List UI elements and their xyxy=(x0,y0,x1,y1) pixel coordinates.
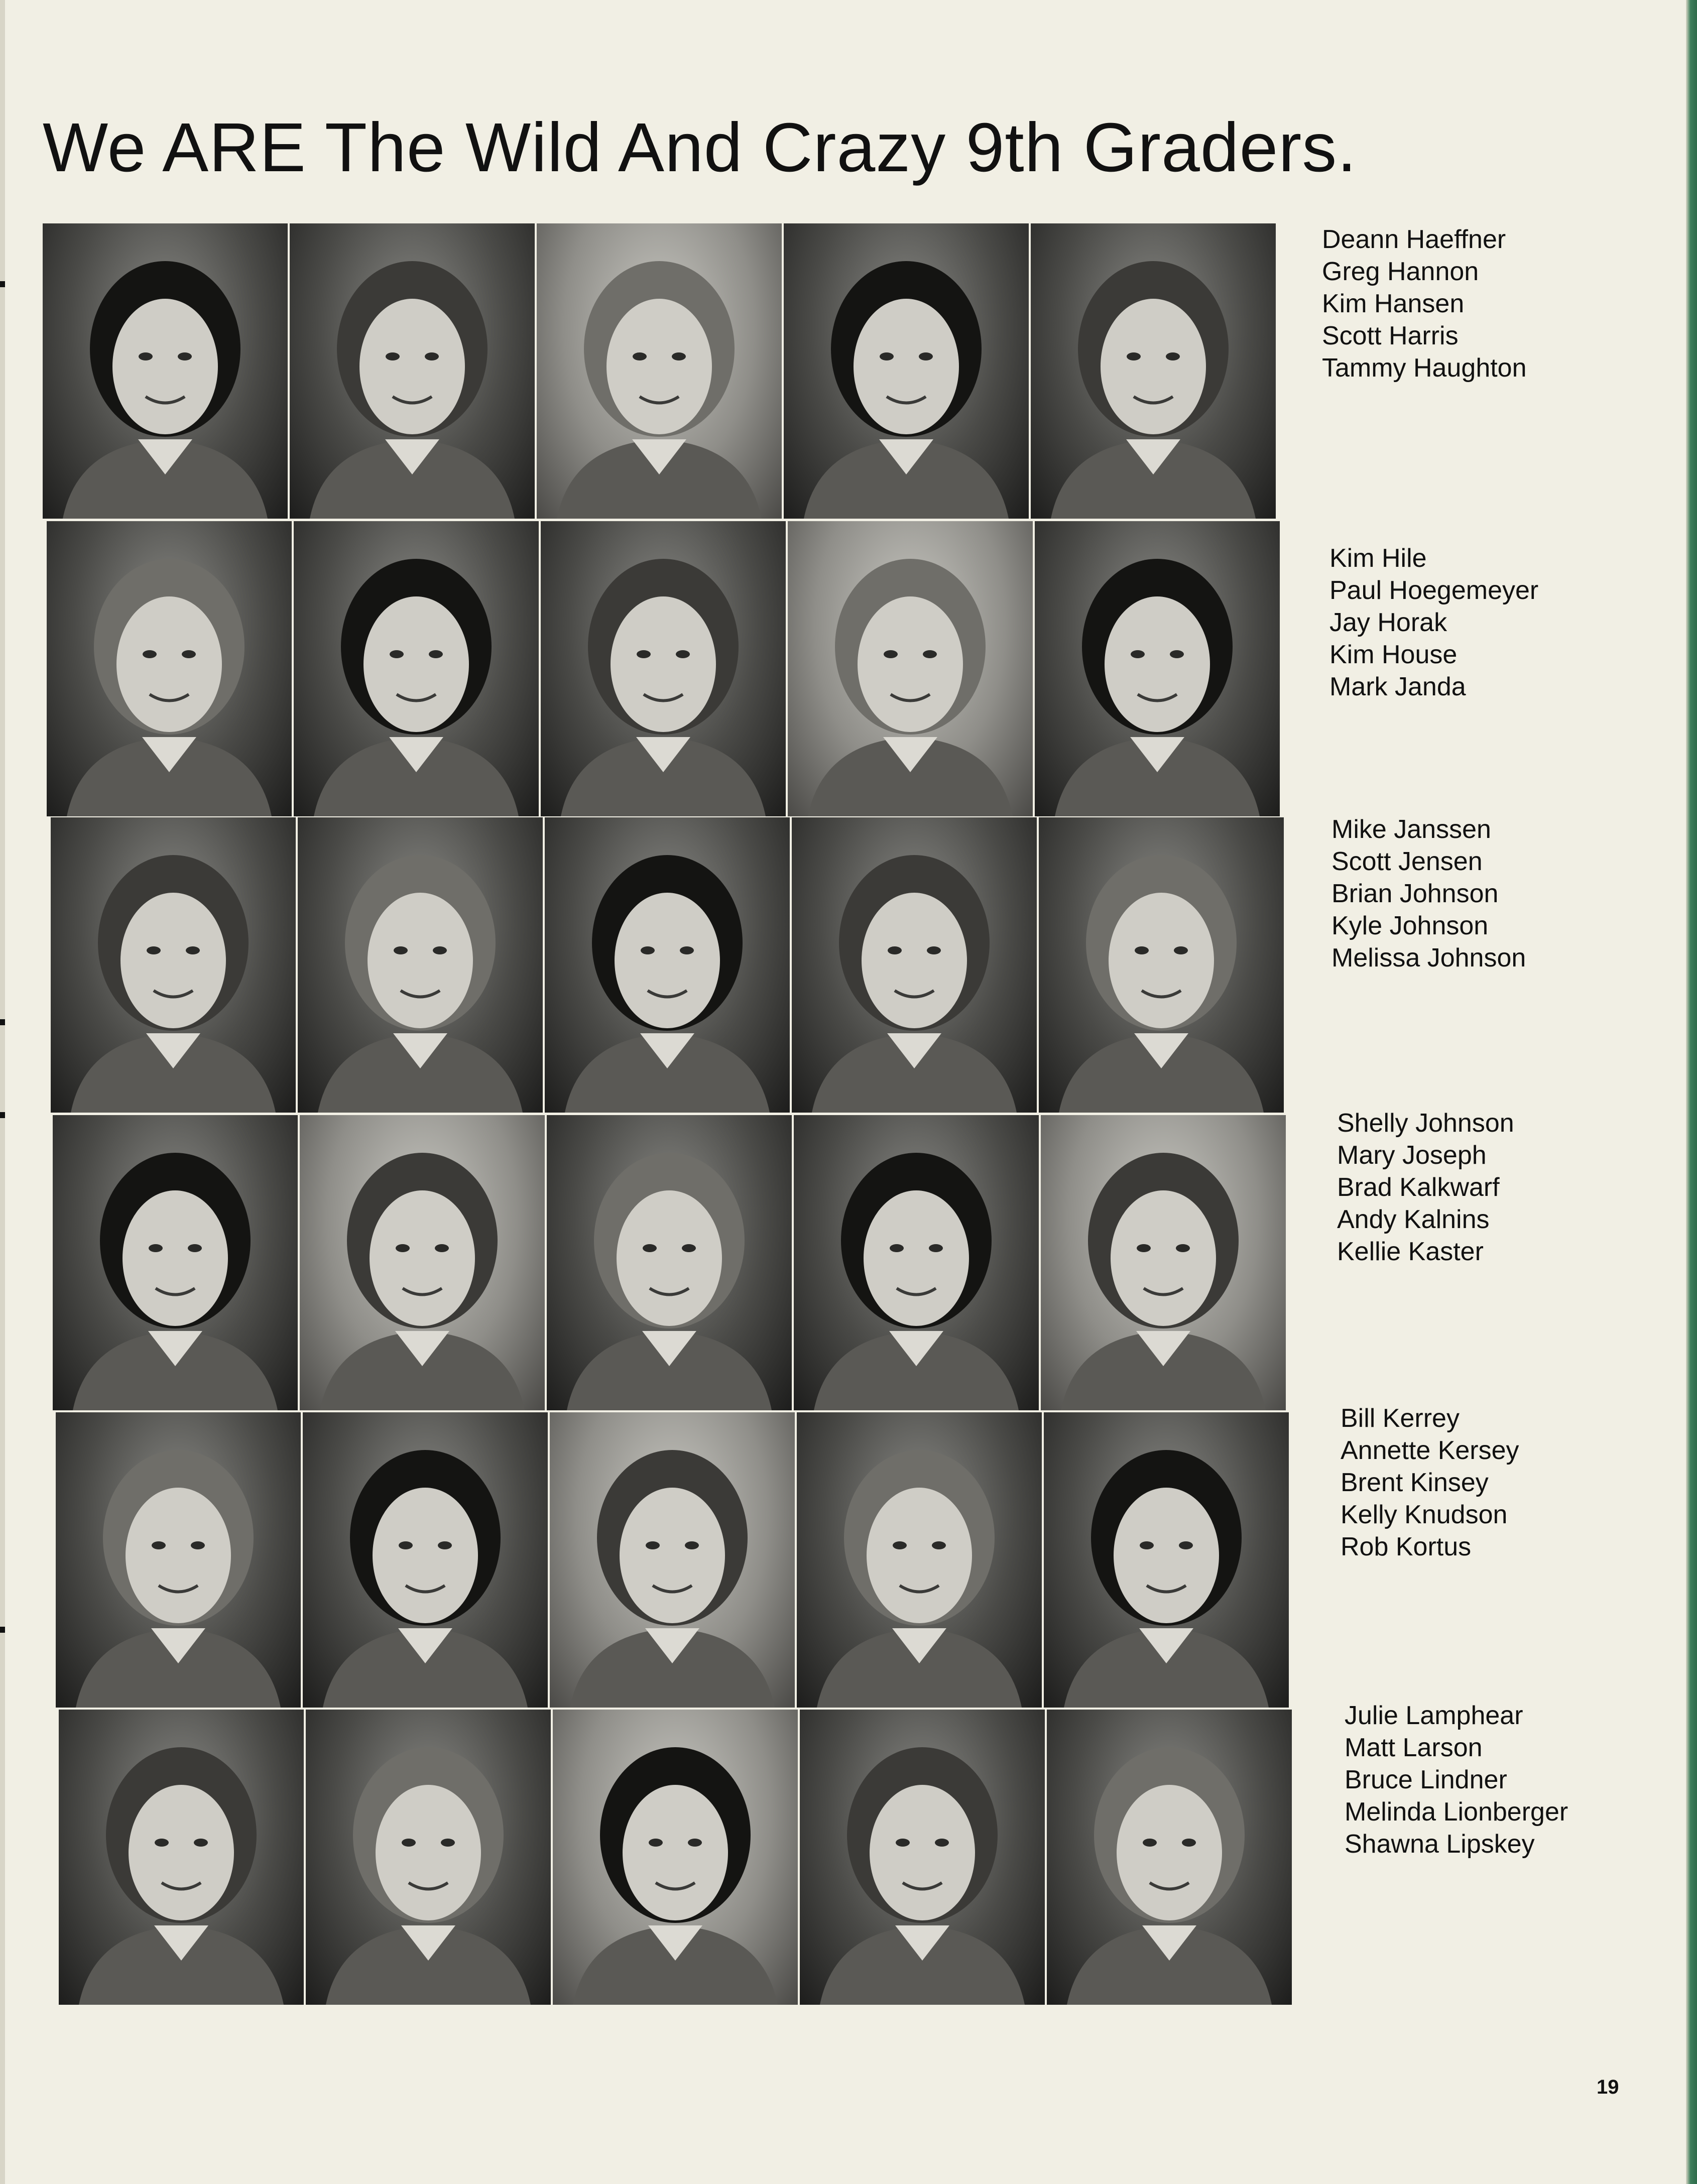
student-portrait-photo xyxy=(290,223,535,519)
portrait-row xyxy=(43,1115,1278,1410)
student-name: Julie Lamphear xyxy=(1345,1701,1523,1730)
binding-mark xyxy=(0,281,5,287)
student-portrait-photo xyxy=(303,1412,548,1708)
student-name: Kim House xyxy=(1329,640,1458,669)
student-portrait-photo xyxy=(537,223,782,519)
page-title: We ARE The Wild And Crazy 9th Graders. xyxy=(43,109,1357,186)
student-name: Kim Hile xyxy=(1329,544,1427,573)
student-name: Shelly Johnson xyxy=(1337,1109,1514,1138)
student-name: Kelly Knudson xyxy=(1341,1500,1508,1529)
student-portrait-photo xyxy=(1035,521,1280,816)
student-portrait-photo xyxy=(306,1710,551,2005)
student-portrait-photo xyxy=(547,1115,792,1410)
name-list xyxy=(1329,542,1538,703)
student-name: Scott Harris xyxy=(1322,321,1459,350)
student-portrait-photo xyxy=(545,817,790,1113)
name-list xyxy=(1337,1107,1514,1268)
student-portrait-photo xyxy=(43,223,288,519)
name-list xyxy=(1345,1700,1568,1860)
student-name: Melissa Johnson xyxy=(1331,943,1526,973)
student-name: Matt Larson xyxy=(1345,1733,1483,1762)
student-portrait-photo xyxy=(541,521,786,816)
student-name: Scott Jensen xyxy=(1331,847,1483,876)
student-name: Greg Hannon xyxy=(1322,257,1479,286)
student-portrait-photo xyxy=(51,817,296,1113)
student-portrait-photo xyxy=(59,1710,304,2005)
name-list xyxy=(1341,1402,1519,1563)
student-portrait-photo xyxy=(47,521,292,816)
student-name: Tammy Haughton xyxy=(1322,353,1527,383)
student-portrait-photo xyxy=(53,1115,298,1410)
name-list xyxy=(1322,223,1527,384)
student-name: Mark Janda xyxy=(1329,672,1466,701)
student-portrait-photo xyxy=(1039,817,1284,1113)
student-name: Jay Horak xyxy=(1329,608,1447,637)
student-name: Kyle Johnson xyxy=(1331,911,1489,940)
student-portrait-photo xyxy=(1047,1710,1292,2005)
student-name: Brad Kalkwarf xyxy=(1337,1173,1500,1202)
page-edge-left xyxy=(0,0,5,2184)
portrait-row xyxy=(43,521,1278,816)
binding-mark xyxy=(0,1019,5,1025)
student-name: Paul Hoegemeyer xyxy=(1329,576,1539,605)
student-portrait-photo xyxy=(1044,1412,1289,1708)
student-name: Annette Kersey xyxy=(1341,1436,1519,1465)
student-portrait-photo xyxy=(56,1412,301,1708)
student-name: Kim Hansen xyxy=(1322,289,1465,318)
student-portrait-photo xyxy=(294,521,539,816)
student-portrait-photo xyxy=(792,817,1037,1113)
student-portrait-photo xyxy=(794,1115,1039,1410)
student-name: Melinda Lionberger xyxy=(1345,1797,1568,1827)
student-portrait-photo xyxy=(784,223,1029,519)
student-name: Mike Janssen xyxy=(1331,815,1491,844)
student-portrait-photo xyxy=(553,1710,798,2005)
student-portrait-photo xyxy=(300,1115,545,1410)
portrait-row xyxy=(43,817,1278,1113)
student-portrait-photo xyxy=(1041,1115,1286,1410)
student-name: Mary Joseph xyxy=(1337,1141,1487,1170)
portrait-row xyxy=(43,1412,1278,1708)
student-portrait-photo xyxy=(797,1412,1042,1708)
student-portrait-photo xyxy=(788,521,1033,816)
name-list xyxy=(1331,813,1526,974)
student-name: Andy Kalnins xyxy=(1337,1205,1490,1234)
student-name: Rob Kortus xyxy=(1341,1532,1472,1561)
portrait-row xyxy=(43,223,1278,519)
binding-mark xyxy=(0,1627,5,1633)
student-portrait-photo xyxy=(800,1710,1045,2005)
student-name: Kellie Kaster xyxy=(1337,1237,1484,1266)
student-name: Brian Johnson xyxy=(1331,879,1499,908)
student-portrait-photo xyxy=(298,817,543,1113)
portrait-row xyxy=(43,1710,1278,2005)
student-portrait-photo xyxy=(1031,223,1276,519)
student-portrait-photo xyxy=(550,1412,795,1708)
student-name: Brent Kinsey xyxy=(1341,1468,1489,1497)
binding-mark xyxy=(0,1112,5,1118)
page-edge-right xyxy=(1686,0,1697,2184)
page-number: 19 xyxy=(1597,2076,1619,2098)
student-name: Bruce Lindner xyxy=(1345,1765,1507,1794)
student-name: Shawna Lipskey xyxy=(1345,1830,1535,1859)
student-name: Deann Haeffner xyxy=(1322,225,1506,254)
student-name: Bill Kerrey xyxy=(1341,1404,1460,1433)
